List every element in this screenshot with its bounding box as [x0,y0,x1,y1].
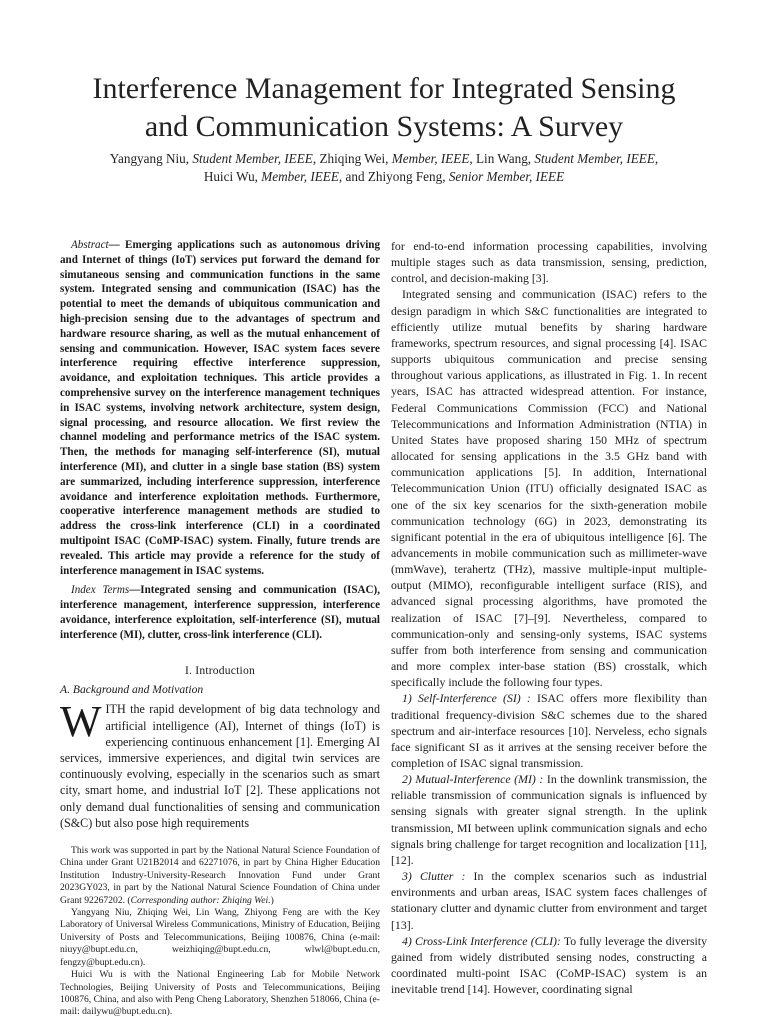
mi-label: 2) Mutual-Interference (MI) : [402,772,544,787]
author-role: Member, IEEE [391,151,470,166]
si-label: 1) Self-Interference (SI) : [402,691,531,706]
abstract [60,238,380,578]
paper-title [40,70,728,146]
author-name: , Zhiqing Wei, [312,151,392,166]
clutter-paragraph [391,868,707,933]
intro-paragraph [60,697,380,831]
author-list [40,150,728,186]
author-name: Yangyang Niu, [109,151,193,166]
author-separator: , [654,151,659,166]
right-paragraph-2: Integrated sensing and communication (ISAC) refers to the design paradigm in which S&C functionalities are integrated to efficiently utilize mutual benefits by sharing hardware frameworks, spectrum resources, and signal processing [4]. ISAC supports ubiquitous communication and precise sensing throughout various applications, as illustrated in Fig. 1. In recent years, ISAC has attracted widespread attention. For instance, Federal Communications Commission (FCC) and National Telecommunications and Information Administration (NTIA) in United States have proposed sharing 150 MHz of spectrum allocated for sensing applications in the 3.5 GHz band with communication applications [5]. In addition, International Telecommunication Union (ITU) officially designated ISAC as one of the six key scenarios for the sixth-generation mobile communication technology (6G) in 2023, demonstrating its significant potential in the era of ubiquitous intelligence [6]. The advancements in mobile communication such as millimeter-wave (mmWave), terahertz (THz), massive multiple-input multiple-output (MIMO), reconfigurable intelligent surface (RIS), and advanced signal processing algorithms, have promoted the realization of ISAC [7]–[9]. Nevertheless, compared to communication-only and sensing-only systems, ISAC systems suffer from both interference from sensing and communication and more complex inter-base station (BS) crosstalk, which specifically include the following four types. [391,287,707,690]
clutter-label: 3) Clutter : [402,869,466,884]
index-terms-text: —Integrated sensing and communication (ISAC), interference management, interference suppression, interference avoidance, interference exploitation, self-interference (SI), mutual interference (MI), clutter, cross-link interference (CLI). [60,584,380,641]
author-name: Huici Wu, [203,169,262,184]
si-text: ISAC offers more flexibility than traditional frequency-division S&C schemes due to the shared spectrum and air-interface resources [10]. Nerveless, echo signals face significant SI as it arrives at the sensing receiver before the completion of ISAC signal transmission. [391,691,708,770]
footnote-funding [60,845,380,907]
footnote-affiliation-2: Huici Wu is with the National Engineering Lab for Mobile Network Technologies, Beijing University of Posts and Telecommunications, Beijing 100876, China, and also with Peng Cheng Laboratory, Shenzhen 518066, China (e-mail: dailywu@bupt.edu.cn). [60,969,380,1018]
intro-text: ITH the rapid development of big data technology and artificial intelligence (AI), Internet of things (IoT) is experiencing continuous enhancement [1]. Emerging AI services, immersive experiences, and digital twin services are continuously evolving, especially in the scenarios such as smart city, smart home, and industrial IoT [2]. These applications not only demand dual functionalities of sensing and communication (S&C) but also pose high requirements [60,702,380,830]
mi-text: In the downlink transmission, the reliable transmission of communication signals is influenced by sensing signals with greater signal strength. In the uplink transmission, MI between uplink communication signals and echo signals bring challenge for target recognition and localization [11], [12]. [391,772,707,867]
section-heading: I. Introduction [185,663,255,677]
author-role: Student Member, IEEE [534,151,655,166]
index-terms [60,583,380,642]
right-paragraph-1: for end-to-end information processing capabilities, involving multiple stages such as data transmission, sensing, prediction, control, and decision-making [3]. [391,239,707,286]
right-column [391,238,707,997]
footnotes [60,845,380,1019]
index-terms-label: Index Terms [71,584,130,597]
corresponding-author: Corresponding author: Zhiqing Wei. [130,894,271,906]
author-name: , and Zhiyong Feng, [338,169,449,184]
title-line-2: and Communication Systems: A Survey [144,110,624,143]
abstract-text: — Emerging applications such as autonomous driving and Internet of things (IoT) services put forward the demand for simutaneous sensing and communication functions in the same system. Integrated sensing and communication (ISAC) has the potential to meet the demands of ubiquitous communication and high-precision sensing due to the advantages of spectrum and hardware resource sharing, as well as the mutual enhancement of sensing and communication. However, ISAC system faces severe interference requiring effective interference suppression, avoidance, and exploitation techniques. This article provides a comprehensive survey on the interference management techniques in ISAC systems, involving network architecture, system design, signal processing, and resource allocation. We first review the channel modeling and performance metrics of the ISAC system. Then, the methods for managing self-interference (SI), mutual interference (MI), and clutter in a single base station (BS) system are summarized, including interference suppression, interference avoidance and interference exploitation methods. Furthermore, cooperative interference management methods are studied to address the cross-link interference (CLI) in a coordinated multipoint ISAC (CoMP-ISAC) system. Finally, future trends are revealed. This article may provide a reference for the study of interference management in ISAC systems. [60,239,380,577]
clutter-text: In the complex scenarios such as industrial environments and urban areas, ISAC system faces challenges of stationary clutter and dynamic clutter from environment and target [13]. [391,869,707,932]
author-role: Member, IEEE [261,169,339,184]
footnote-funding-close: ) [270,894,274,906]
drop-cap: W [60,697,102,747]
subsection-heading: A. Background and Motivation [60,682,204,696]
author-role: Student Member, IEEE [192,151,313,166]
cli-text: To fully leverage the diversity gained from widely distributed sensing nodes, constructing a coordinated multi-point ISAC (CoMP-ISAC) system is an inevitable trend [14]. However, coordinating signal [391,933,707,997]
author-line-1 [40,150,728,168]
cli-paragraph [391,933,707,998]
footnote-affiliation-1: Yangyang Niu, Zhiqing Wei, Lin Wang, Zhiyong Feng are with the Key Laboratory of Universal Wireless Communications, Ministry of Education, Beijing University of Posts and Telecommunications, Beijing 100876, China (e-mail: niuyy@bupt.edu.cn, weizhiqing@bupt.edu.cn, wlwl@bupt.edu.cn, fengzy@bupt.edu.cn). [60,907,380,968]
footnote-funding-text: This work was supported in part by the National Natural Science Foundation of China under Grant U21B2014 and 62271076, in part by China Higher Education Institution Industry-University-Research Innovation Fund under Grant 2023GY023, in part by the National Natural Science Foundation of China under Grant 92267202. ( [60,845,380,906]
author-name: , Lin Wang, [469,151,535,166]
mi-paragraph [391,771,707,868]
left-column [60,238,380,1019]
title-line-1: Interference Management for Integrated Sensing [92,72,676,105]
author-line-2 [40,168,728,186]
abstract-label: Abstract [71,239,109,251]
si-paragraph [391,690,707,771]
author-role: Senior Member, IEEE [448,169,565,184]
cli-label: 4) Cross-Link Interference (CLI): [402,933,561,948]
